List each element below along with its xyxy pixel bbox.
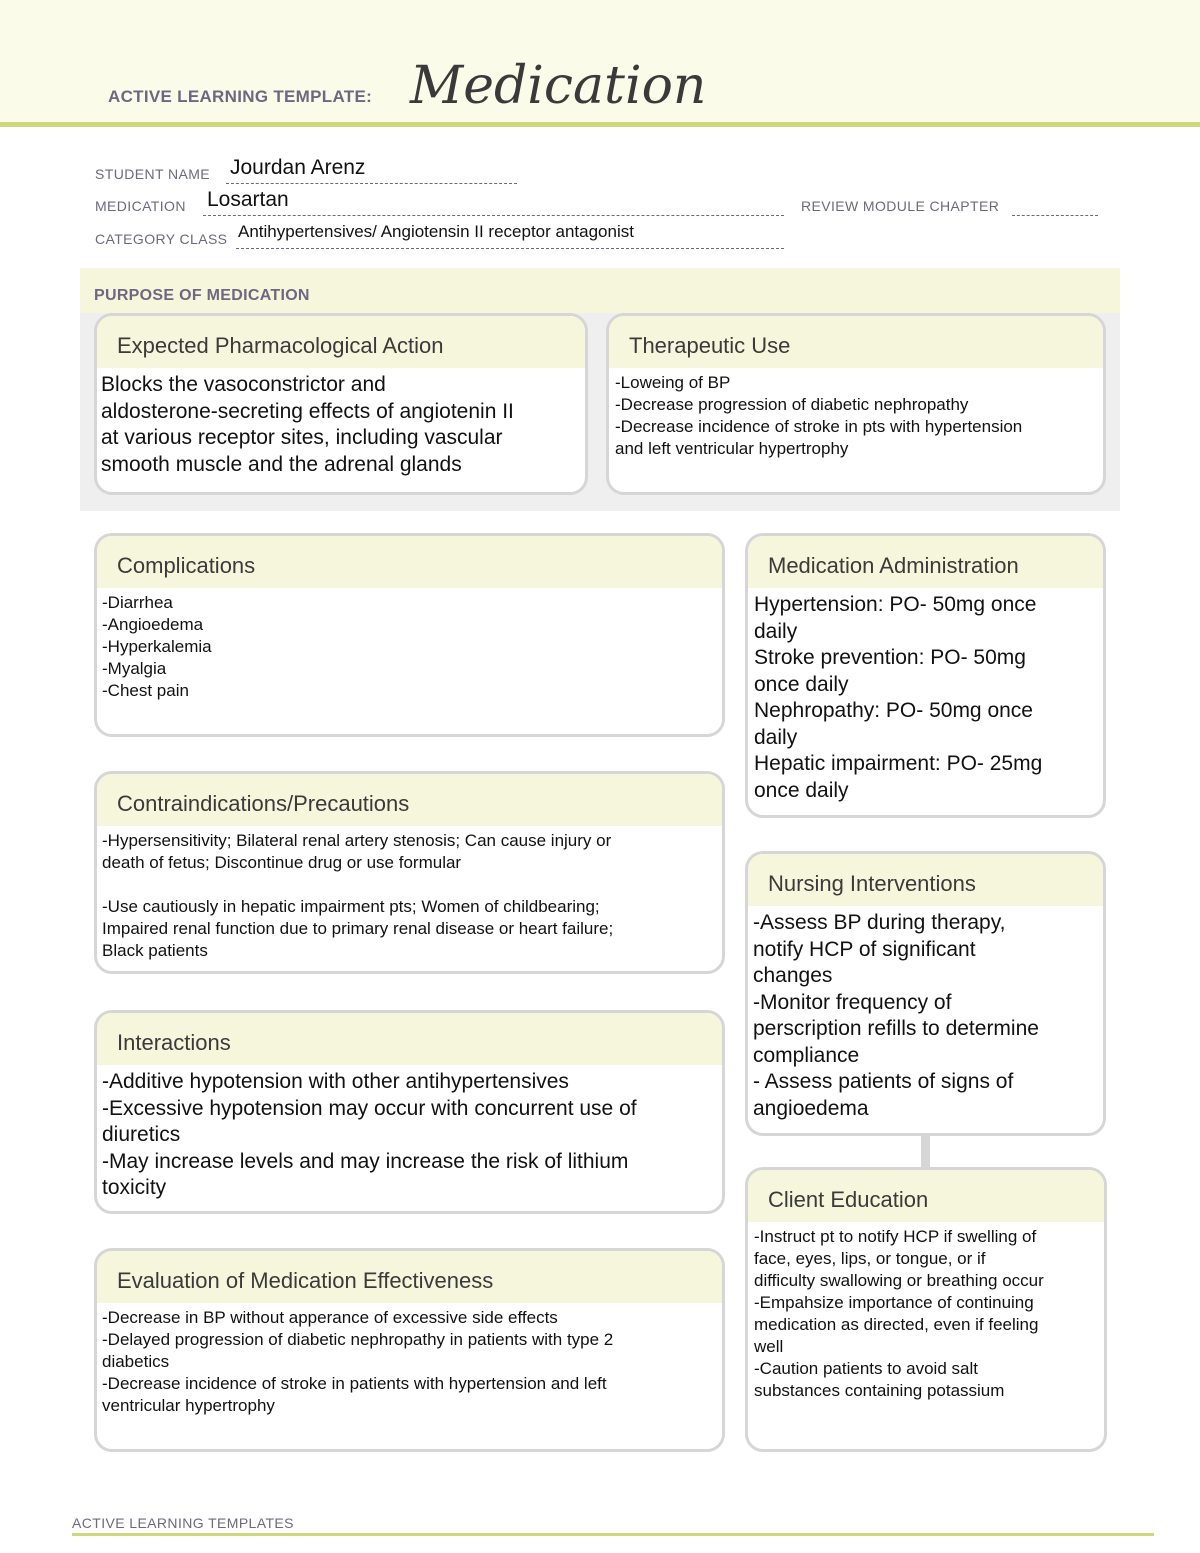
category-class-label: CATEGORY CLASS [95,231,228,247]
complications-title: Complications [97,536,722,588]
template-label: ACTIVE LEARNING TEMPLATE: [108,87,373,106]
client-education-box [745,1167,1107,1452]
box-connector [921,1135,930,1167]
nursing-interventions-box [745,851,1106,1136]
footer-label: ACTIVE LEARNING TEMPLATES [72,1515,294,1531]
expected-action-text[interactable]: Blocks the vasoconstrictor and aldosterone-secreting effects of angiotenin II at various receptor sites, including vascular smooth muscle and the adrenal glands [101,373,514,476]
contraindications-text[interactable]: -Hypersensitivity; Bilateral renal artery stenosis; Can cause injury or death of fetus; Discontinue drug or use formular -Use cautiously in hepatic impairment pts; Women of childbearing; Impaired renal function due to primary renal disease or heart failure; Black patients [102,831,614,960]
nursing-interventions-text[interactable]: -Assess BP during therapy, notify HCP of significant changes -Monitor frequency of perscription refills to determine compliance - Assess patients of signs of angioedema [753,911,1039,1120]
header-rule [0,122,1200,127]
client-education-text[interactable]: -Instruct pt to notify HCP if swelling of face, eyes, lips, or tongue, or if difficulty swallowing or breathing occur -Empahsize importance of continuing medication as directed, even if feeling well -Caution patients to avoid salt substances containing potassium [754,1227,1044,1400]
therapeutic-use-title: Therapeutic Use [609,316,1103,368]
administration-box [745,533,1106,818]
evaluation-box [94,1248,725,1452]
client-education-title: Client Education [748,1170,1104,1222]
complications-box [94,533,725,737]
expected-action-box [94,313,588,495]
complications-text[interactable]: -Diarrhea -Angioedema -Hyperkalemia -Myalgia -Chest pain [102,593,212,700]
interactions-title: Interactions [97,1013,722,1065]
evaluation-title: Evaluation of Medication Effectiveness [97,1251,722,1303]
student-name-label: STUDENT NAME [95,166,210,182]
expected-action-title: Expected Pharmacological Action [97,316,585,368]
review-module-label: REVIEW MODULE CHAPTER [801,198,1000,214]
review-module-line [1012,198,1098,216]
nursing-interventions-title: Nursing Interventions [748,854,1103,906]
medication-label: MEDICATION [95,198,186,214]
contraindications-box [94,771,725,974]
interactions-box [94,1010,725,1214]
student-name-field[interactable]: Jourdan Arenz [230,156,366,179]
medication-line [203,198,784,216]
purpose-label: PURPOSE OF MEDICATION [94,287,310,304]
page-title: Medication [410,56,707,116]
footer-rule [72,1533,1154,1536]
administration-text[interactable]: Hypertension: PO- 50mg once daily Stroke prevention: PO- 50mg once daily Nephropathy: PO- 50mg once daily Hepatic impairment: PO- 25mg once daily [754,593,1043,802]
category-class-field[interactable]: Antihypertensives/ Angiotensin II receptor antagonist [238,222,634,241]
medication-field[interactable]: Losartan [207,188,289,211]
evaluation-text[interactable]: -Decrease in BP without apperance of excessive side effects -Delayed progression of diabetic nephropathy in patients with type 2 diabetics -Decrease incidence of stroke in patients with hypertension and left ventricular hypertrophy [102,1308,614,1415]
administration-title: Medication Administration [748,536,1103,588]
therapeutic-use-text[interactable]: -Loweing of BP -Decrease progression of diabetic nephropathy -Decrease incidence of stroke in pts with hypertension and left ventricular hypertrophy [615,373,1023,458]
therapeutic-use-box [606,313,1106,495]
interactions-text[interactable]: -Additive hypotension with other antihypertensives -Excessive hypotension may occur with concurrent use of diuretics -May increase levels and may increase the risk of lithium toxicity [102,1070,637,1199]
contraindications-title: Contraindications/Precautions [97,774,722,826]
